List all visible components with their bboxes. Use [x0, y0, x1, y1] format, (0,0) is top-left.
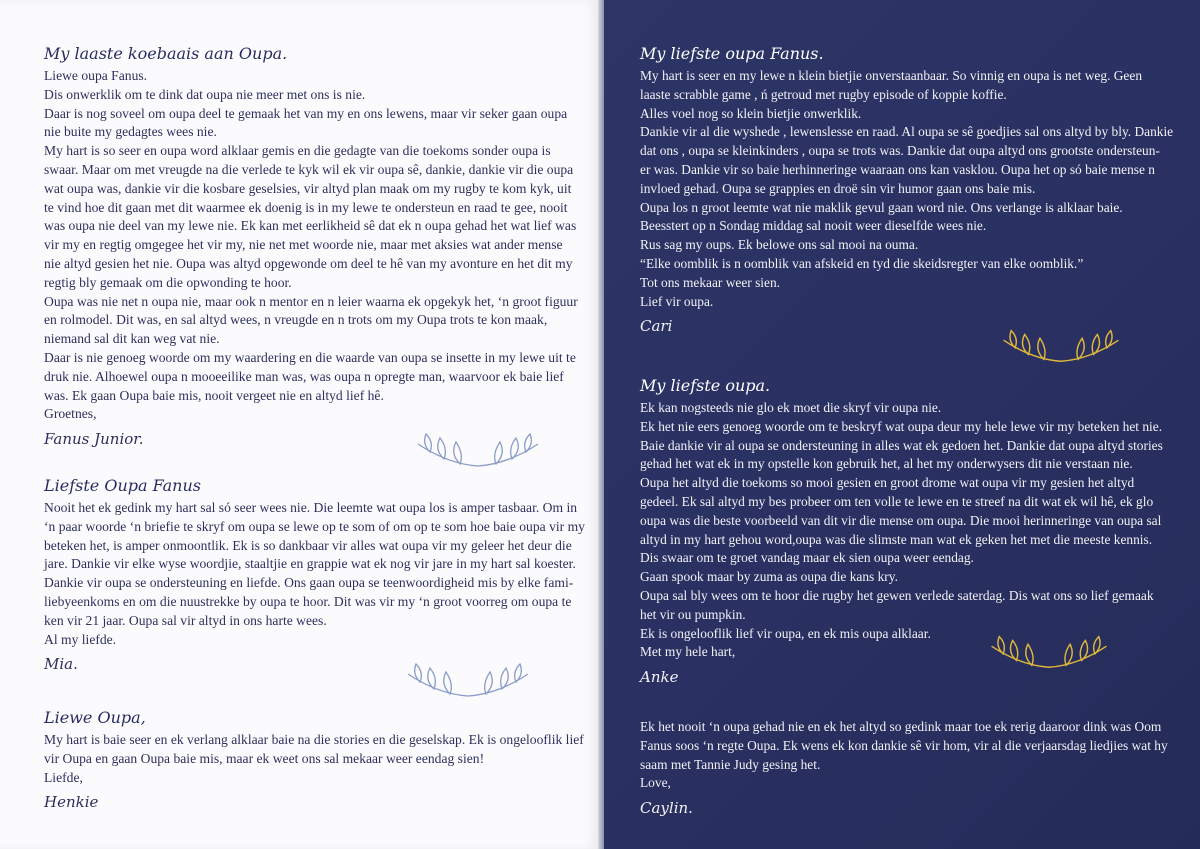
letter-line: was. Ek gaan Oupa baie mis, nooit vergeet nie en altyd lief hê.	[44, 387, 384, 403]
laurel-gold-icon	[994, 322, 1128, 366]
letter-line: vir my en regtig omgegee het vir my, nie net met woorde nie, maar met aksies wat ander mense	[44, 237, 563, 253]
left-page	[0, 0, 598, 849]
letter-line: swaar. Maar om met vreugde na die verlede te kyk wil ek vir oupa sê, dankie, dankie vir die oupa	[44, 161, 574, 177]
letter-body	[640, 718, 1168, 793]
letter-line: Ek het nooit ‘n oupa gehad nie en ek het altyd so gedink maar toe ek rerig daaroor dink was Oom	[640, 719, 1162, 734]
letter-body	[44, 499, 585, 649]
letter-line: en rolmodel. Dit was, en sal altyd wees, n vreugde en n trots om my Oupa trots te kon maak,	[44, 312, 548, 328]
letter-line: Dankie vir al die wyshede , lewenslesse en raad. Al oupa se sê goedjies sal ons altyd by bly. Dankie	[640, 124, 1174, 140]
letter-signature: Fanus Junior.	[44, 430, 144, 449]
letter-line: er was. Dankie vir so baie herhinneringe waaraan ons kan vasklou. Oupa het op só baie mense n	[640, 161, 1156, 177]
letter-body	[640, 399, 1163, 662]
letter-line: was oupa nie deel van my lewe nie. Ek kan met eerlikheid sê dat ek n oupa gehad het wat lief was	[44, 218, 577, 234]
laurel-blue-icon	[408, 426, 548, 470]
letter-line: Ek kan nogsteeds nie glo ek moet die skryf vir oupa nie.	[640, 400, 942, 415]
letter-line: Love,	[640, 775, 671, 791]
letter-line: het vir ou pumpkin.	[640, 606, 746, 622]
letter-caylin	[640, 718, 1168, 817]
letter-line: altyd in my hart gehou word,oupa was die slimste man wat ek geken het met die meeste kennis.	[640, 531, 1153, 547]
laurel-blue-icon	[398, 656, 538, 700]
letter-line: Nooit het ek gedink my hart sal só seer wees nie. Die leemte wat oupa los is amper tasbaar. Om in	[44, 500, 578, 515]
letter-fanus-junior	[44, 44, 578, 448]
letter-line: nie altyd gesien het nie. Oupa was altyd opgewonde om deel te hê van my avonture en het dit my	[44, 255, 573, 271]
letter-line: Daar is nog soveel om oupa deel te gemaak het van my en ons lewens, maar vir seker gaan oupa	[44, 105, 568, 121]
letter-line: Fanus soos ‘n regte Oupa. Ek wens ek kon dankie sê vir hom, vir al die verjaarsdag liedjies wat hy	[640, 737, 1168, 753]
letter-line: saam met Tannie Judy gesing het.	[640, 756, 821, 772]
letter-signature: Cari	[640, 317, 673, 336]
letter-body	[44, 731, 584, 787]
letter-line: gehad het wat ek in my opstelle kon gebruik het, al het my onderwysers dit nie verstaan nie.	[640, 456, 1133, 472]
letter-line: Oupa los n groot leemte wat nie maklik gevul gaan word nie. Ons verlange is alklaar baie.	[640, 199, 1123, 215]
letter-title: Liefste Oupa Fanus	[44, 476, 201, 495]
letter-signature: Anke	[640, 668, 679, 687]
letter-line: nie buite my gedagtes wees nie.	[44, 124, 217, 140]
letter-line: druk nie. Alhoewel oupa n mooeeilike man was, was oupa n opregte man, waarvoor ek baie lief	[44, 368, 564, 384]
letter-line: vir Oupa en gaan Oupa baie mis, maar ek weet ons sal mekaar weer eendag sien!	[44, 750, 485, 766]
letter-line: Oupa sal bly wees om te hoor die rugby het gewen verlede saterdag. Dis wat ons so lief gemaak	[640, 587, 1154, 603]
letter-signature: Caylin.	[640, 799, 693, 818]
letter-mia	[44, 476, 585, 673]
letter-title: My liefste oupa Fanus.	[640, 44, 824, 63]
letter-line: Liewe oupa Fanus.	[44, 68, 148, 83]
letter-line: gedeel. Ek sal altyd my bes probeer om ten volle te lewe en te streef na dit wat ek wil hê, ek glo	[640, 493, 1154, 509]
letter-line: Baie dankie vir al oupa se ondersteuning in alles wat ek gedoen het. Dankie dat oupa altyd stories	[640, 437, 1163, 453]
letter-title: Liewe Oupa,	[44, 708, 146, 727]
letter-line: laaste scrabble game , ń getroud met rugby episode of koppie koffie.	[640, 86, 1007, 102]
letter-line: My hart is seer en my lewe n klein bietjie onverstaanbaar. So vinnig en oupa is net weg. Geen	[640, 68, 1143, 83]
letter-body	[44, 67, 578, 424]
letter-line: Oupa het altyd die toekoms so mooi gesien en groot drome wat oupa vir my gesien het altyd	[640, 475, 1135, 491]
letter-line: invloed gehad. Oupa se grappies en droë sin vir humor gaan ons baie mis.	[640, 180, 1036, 196]
letter-line: Beesstert op n Sondag middag sal nooit weer dieselfde wees nie.	[640, 218, 987, 234]
letter-line: liebyeenkoms en om die nuustrekke by oupa te hoor. Dit was vir my ‘n groot voorreg om oupa te	[44, 593, 572, 609]
letter-line: Alles voel nog so klein bietjie onwerklik.	[640, 105, 862, 121]
letter-line: Dankie vir oupa se ondersteuning en liefde. Ons gaan oupa se teenwoordigheid mis by elke fami-	[44, 575, 574, 591]
letter-line: Dis swaar om te groet vandag maar ek sien oupa weer eendag.	[640, 550, 974, 566]
letter-body	[640, 67, 1173, 311]
letter-line: regtig bly gemaak om die opwonding te hoor.	[44, 274, 292, 290]
letter-line: Oupa was nie net n oupa nie, maar ook n mentor en n leier waarna ek opgekyk het, ‘n groot figuur	[44, 293, 578, 309]
letter-line: ‘n paar woorde ‘n briefie te skryf om oupa se lewe op te som of om op te som hoe baie oupa vir my	[44, 518, 585, 534]
letter-henkie	[44, 708, 584, 811]
letter-line: Met my hele hart,	[640, 644, 736, 660]
letter-line: My hart is baie seer en ek verlang alklaar baie na die stories en die geselskap. Ek is ongelooflik lief	[44, 732, 584, 747]
letter-line: Tot ons mekaar weer sien.	[640, 274, 780, 290]
letter-line: Daar is nie genoeg woorde om my waardering en die waarde van oupa se insette in my lewe uit te	[44, 349, 576, 365]
laurel-gold-icon	[982, 628, 1116, 672]
letter-line: niemand sal dit kan weg vat nie.	[44, 331, 220, 347]
letter-title: My laaste koebaais aan Oupa.	[44, 44, 288, 63]
letter-line: wat oupa was, dankie vir die kosbare geselsies, vir altyd plan maak om my rugby te kom kyk, uit	[44, 180, 572, 196]
letter-line: Al my liefde.	[44, 631, 117, 647]
letter-cari	[640, 44, 1173, 335]
letter-signature: Henkie	[44, 793, 99, 812]
letter-line: oupa was die beste voorbeeld van dit vir die mense om oupa. Die mooi herinneringe van oupa sal	[640, 512, 1162, 528]
letter-line: beteken het, is amper onmoontlik. Ek is so dankbaar vir alles wat oupa vir my geleer het deur die	[44, 537, 572, 553]
letter-line: Lief vir oupa.	[640, 293, 714, 309]
laurel-blue-icon	[408, 426, 548, 470]
letter-line: “Elke oomblik is n oomblik van afskeid en tyd die skeidsregter van elke oomblik.”	[640, 255, 1084, 271]
laurel-blue-icon	[398, 656, 538, 700]
letter-line: My hart is so seer en oupa word alklaar gemis en die gedagte van die toekoms sonder oupa is	[44, 143, 551, 159]
letter-line: Rus sag my oups. Ek belowe ons sal mooi na ouma.	[640, 237, 919, 253]
letter-line: te vind hoe dit gaan met dit waarmee ek doenig is in my lewe te ondersteun en raad te gee, nooit	[44, 199, 568, 215]
right-page	[604, 0, 1200, 849]
letter-line: jare. Dankie vir elke wyse woordjie, staaltjie en grappie wat ek nog vir jare in my hart sal koester.	[44, 556, 576, 572]
letter-line: ken vir 21 jaar. Oupa sal vir altyd in ons harte wees.	[44, 612, 327, 628]
letter-line: Dis onwerklik om te dink dat oupa nie meer met ons is nie.	[44, 86, 366, 102]
letter-line: Ek het nie eers genoeg woorde om te beskryf wat oupa deur my hele lewe vir my beteken het nie.	[640, 418, 1163, 434]
letter-line: dat ons , oupa se kleinkinders , oupa se trots was. Dankie dat oupa altyd ons grootste ondersteun-	[640, 143, 1160, 159]
laurel-gold-icon	[994, 322, 1128, 366]
letter-line: Liefde,	[44, 769, 83, 785]
letter-line: Gaan spook maar by zuma as oupa die kans kry.	[640, 569, 898, 585]
letter-line: Groetnes,	[44, 406, 97, 422]
letter-title: My liefste oupa.	[640, 376, 771, 395]
letter-signature: Mia.	[44, 655, 78, 674]
letter-line: Ek is ongelooflik lief vir oupa, en ek mis oupa alklaar.	[640, 625, 931, 641]
laurel-gold-icon	[982, 628, 1116, 672]
